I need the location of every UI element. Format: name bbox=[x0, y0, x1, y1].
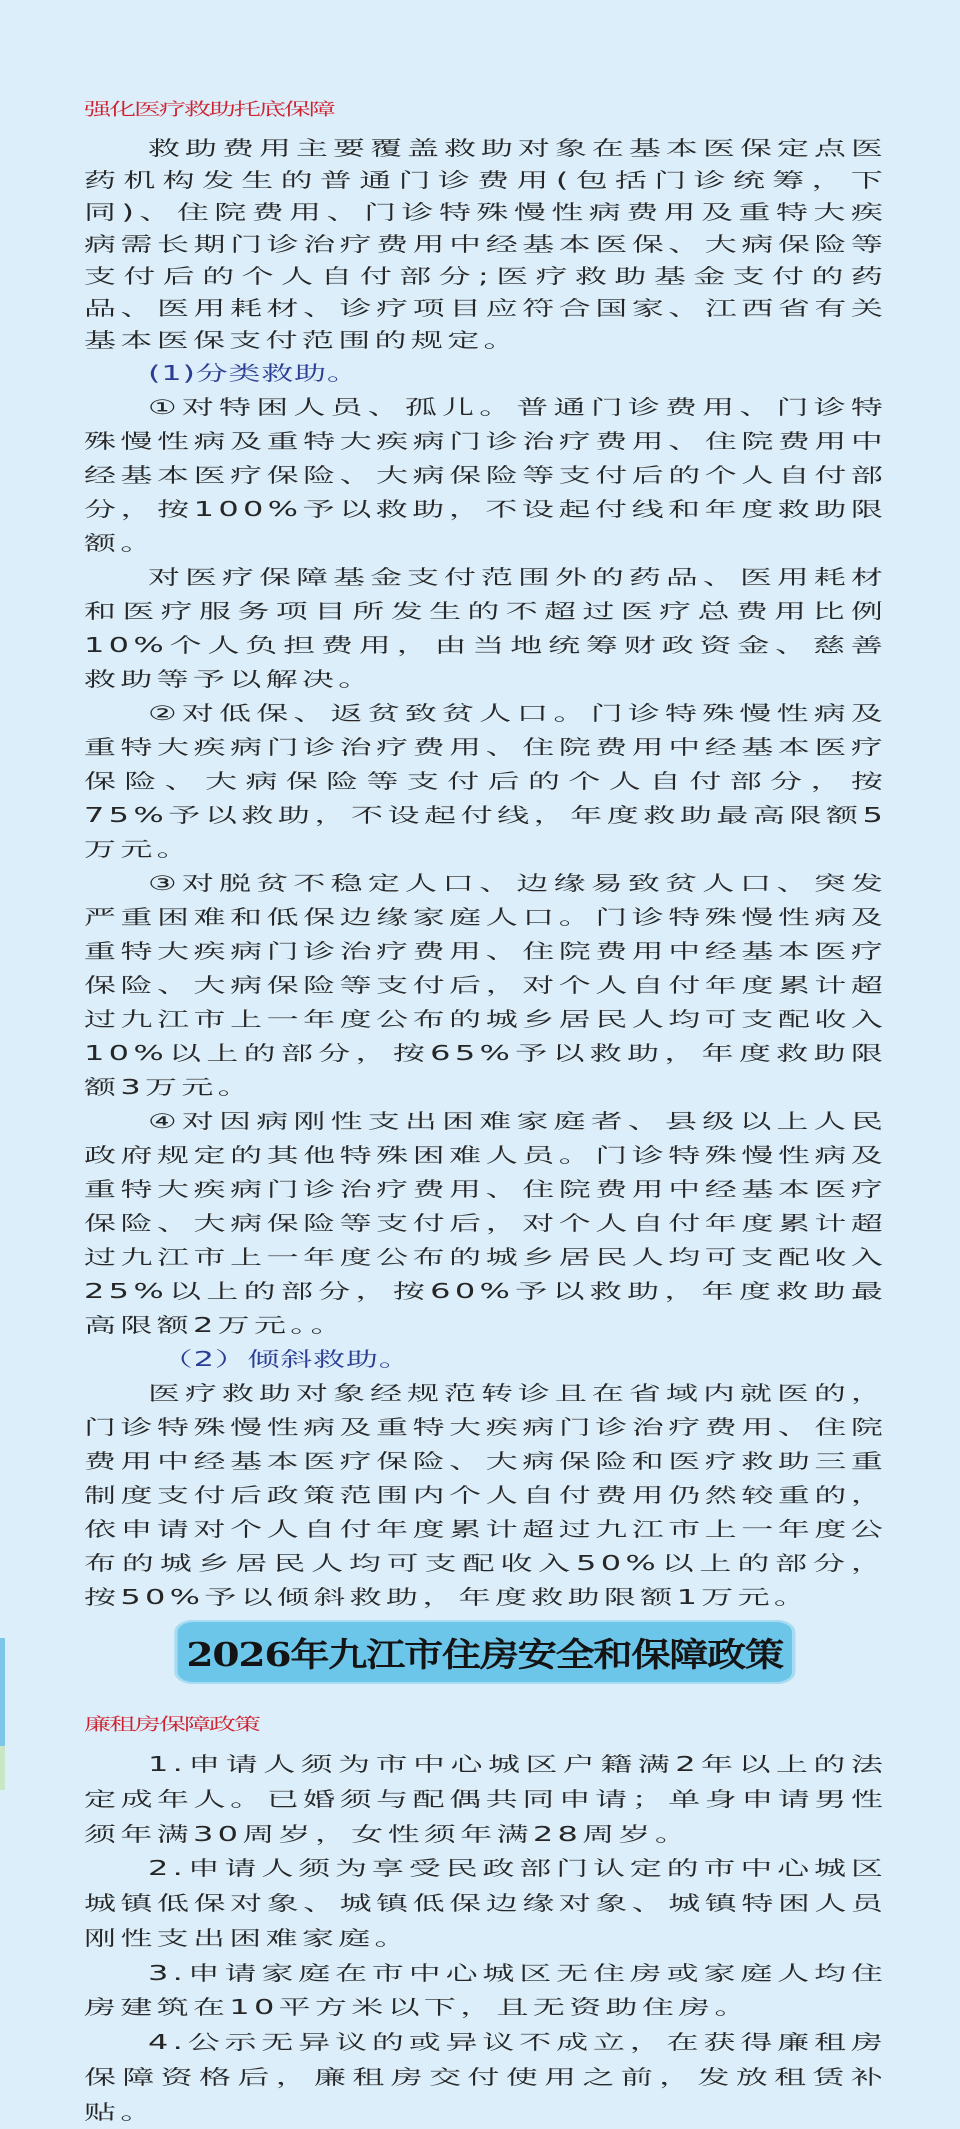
section-heading-low-rent: 廉租房保障政策 bbox=[84, 1715, 259, 1735]
subheading-tilted-assistance: （2）倾斜救助。 bbox=[160, 1347, 412, 1371]
housing-item-1: 1.申请人须为市中心城区户籍满2年以上的法定成年人。已婚须与配偶共同申请；单身申请男性须年满30周岁，女性须年满28周岁。 bbox=[84, 1752, 888, 1846]
paragraph-outside-scope: 对医疗保障基金支付范围外的药品、医用耗材和医疗服务项目所发生的不超过医疗总费用比例10%个人负担费用，由当地统筹财政资金、慈善救助等予以解决。 bbox=[84, 565, 888, 691]
paragraph-unstable-population: ③对脱贫不稳定人口、边缘易致贫人口、突发严重困难和低保边缘家庭人口。门诊特殊慢性病及重特大疾病门诊治疗费用、住院费用中经基本医疗保险、大病保险等支付后，对个人自付年度累计超过九江市上一年度公布的城乡居民人均可支配收入10%以上的部分，按65%予以救助，年度救助限额3万元。 bbox=[84, 871, 888, 1099]
paragraph-rigid-expenditure: ④对因病刚性支出困难家庭者、县级以上人民政府规定的其他特殊困难人员。门诊特殊慢性病及重特大疾病门诊治疗费用、住院费用中经基本医疗保险、大病保险等支付后，对个人自付年度累计超过九江市上一年度公布的城乡居民人均可支配收入25%以上的部分，按60%予以救助，年度救助最高限额2万元。。 bbox=[84, 1109, 888, 1337]
paragraph-tilted-assistance: 医疗救助对象经规范转诊且在省域内就医的，门诊特殊慢性病及重特大疾病门诊治疗费用、住院费用中经基本医疗保险、大病保险和医疗救助三重制度支付后政策范围内个人自付费用仍然较重的，依申请对个人自付年度累计超过九江市上一年度公布的城乡居民人均可支配收入50%以上的部分，按50%予以倾斜救助，年度救助限额1万元。 bbox=[84, 1381, 888, 1609]
housing-policy-banner bbox=[174, 1620, 795, 1684]
housing-item-3: 3.申请家庭在市中心城区无住房或家庭人均住房建筑在10平方米以下，且无资助住房。 bbox=[84, 1960, 888, 2020]
medical-intro-paragraph: 救助费用主要覆盖救助对象在基本医保定点医药机构发生的普通门诊费用(包括门诊统筹，下同)、住院费用、门诊特殊慢性病费用及重特大疾病需长期门诊治疗费用中经基本医保、大病保险等支付后的个人自付部分;医疗救助基金支付的药品、医用耗材、诊疗项目应符合国家、江西省有关基本医保支付范围的规定。 bbox=[84, 136, 888, 352]
housing-item-4: 4.公示无异议的或异议不成立，在获得廉租房保障资格后，廉租房交付使用之前，发放租赁补贴。 bbox=[84, 2030, 888, 2124]
housing-item-2: 2.申请人须为享受民政部门认定的市中心城区城镇低保对象、城镇低保边缘对象、城镇特困人员刚性支出困难家庭。 bbox=[84, 1856, 888, 1950]
paragraph-extreme-poverty: ①对特困人员、孤儿。普通门诊费用、门诊特殊慢性病及重特大疾病门诊治疗费用、住院费用中经基本医疗保险、大病保险等支付后的个人自付部分，按100%予以救助，不设起付线和年度救助限额。 bbox=[84, 395, 888, 555]
medical-assistance-section bbox=[84, 93, 887, 1614]
paragraph-low-income: ②对低保、返贫致贫人口。门诊特殊慢性病及重特大疾病门诊治疗费用、住院费用中经基本医疗保险、大病保险等支付后的个人自付部分，按75%予以救助，不设起付线，年度救助最高限额5万元。 bbox=[84, 701, 888, 861]
banner-title: 2026年九江市住房安全和保障政策 bbox=[186, 1634, 784, 1674]
section-heading-medical: 强化医疗救助托底保障 bbox=[84, 100, 334, 120]
low-rent-housing-section bbox=[84, 1708, 887, 2129]
subheading-classified-assistance: (1)分类救助。 bbox=[148, 361, 360, 385]
